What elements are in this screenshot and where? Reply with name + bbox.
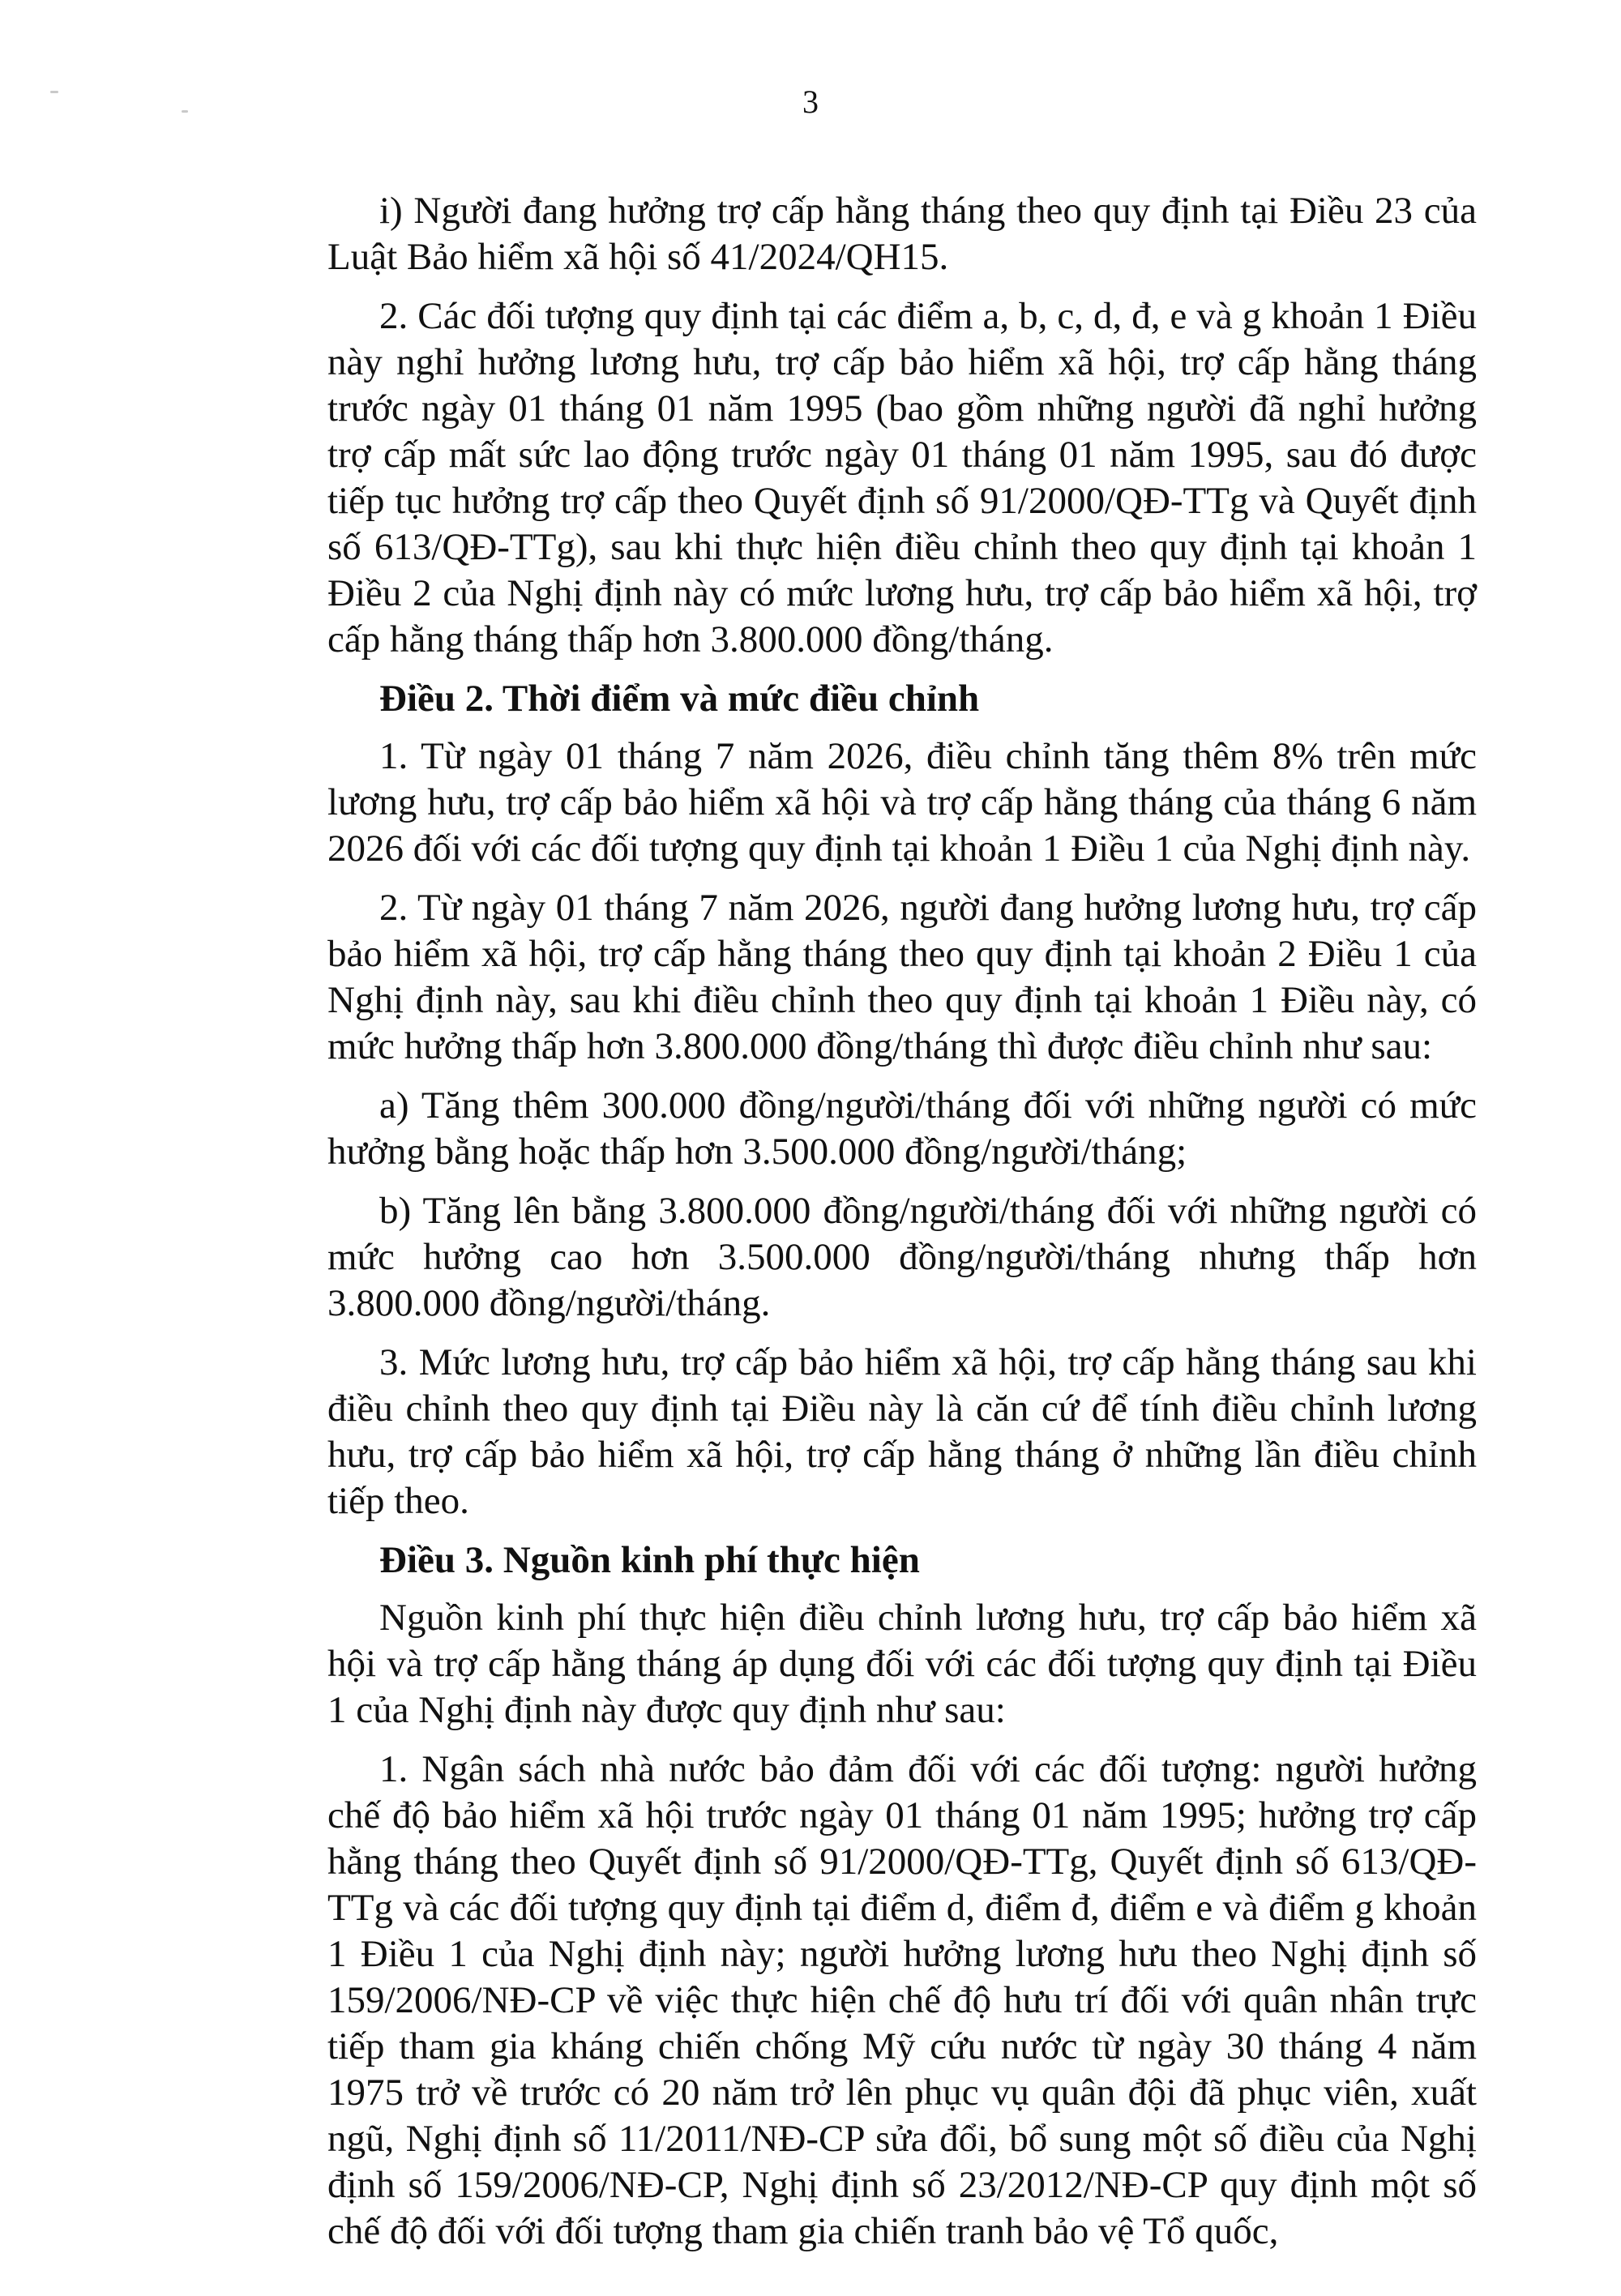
paragraph: 1. Ngân sách nhà nước bảo đảm đối với các đối tượng: người hưởng chế độ bảo hiểm xã hội trước ngày 01 tháng 01 năm 1995; hưởng trợ cấp hằng tháng theo Quyết định số 91/2000/QĐ-TTg, Quyết định số 613/QĐ-TTg và các đối tượng quy định tại điểm d, điểm đ, điểm e và điểm g khoản 1 Điều 1 của Nghị định này; người hưởng lương hưu theo Nghị định số 159/2006/NĐ-CP về việc thực hiện chế độ hưu trí đối với quân nhân trực tiếp tham gia kháng chiến chống Mỹ cứu nước từ ngày 30 tháng 4 năm 1975 trở về trước có 20 năm trở lên phục vụ quân đội đã phục viên, xuất ngũ, Nghị định số 11/2011/NĐ-CP sửa đổi, bổ sung một số điều của Nghị định số 159/2006/NĐ-CP, Nghị định số 23/2012/NĐ-CP quy định một số chế độ đối với đối tượng tham gia chiến tranh bảo vệ Tổ quốc,	[327, 1748, 1477, 2252]
paragraph: a) Tăng thêm 300.000 đồng/người/tháng đối với những người có mức hưởng bằng hoặc thấp hơn 3.500.000 đồng/người/tháng;	[327, 1084, 1477, 1173]
article-heading: Điều 3. Nguồn kinh phí thực hiện	[379, 1539, 920, 1581]
paragraph: Nguồn kinh phí thực hiện điều chỉnh lương hưu, trợ cấp bảo hiểm xã hội và trợ cấp hằng tháng áp dụng đối với các đối tượng quy định tại Điều 1 của Nghị định này được quy định như sau:	[327, 1597, 1477, 1731]
paragraph: 3. Mức lương hưu, trợ cấp bảo hiểm xã hội, trợ cấp hằng tháng sau khi điều chỉnh theo quy định tại Điều này là căn cứ để tính điều chỉnh lương hưu, trợ cấp bảo hiểm xã hội, trợ cấp hằng tháng ở những lần điều chỉnh tiếp theo.	[327, 1341, 1477, 1522]
paragraph: b) Tăng lên bằng 3.800.000 đồng/người/tháng đối với những người có mức hưởng cao hơn 3.500.000 đồng/người/tháng nhưng thấp hơn 3.800.000 đồng/người/tháng.	[327, 1190, 1477, 1324]
paragraph: 2. Từ ngày 01 tháng 7 năm 2026, người đang hưởng lương hưu, trợ cấp bảo hiểm xã hội, trợ cấp hằng tháng theo quy định tại khoản 2 Điều 1 của Nghị định này, sau khi điều chỉnh theo quy định tại khoản 1 Điều này, có mức hưởng thấp hơn 3.800.000 đồng/tháng thì được điều chỉnh như sau:	[327, 887, 1477, 1067]
paragraph: 2. Các đối tượng quy định tại các điểm a, b, c, d, đ, e và g khoản 1 Điều này nghỉ hưởng lương hưu, trợ cấp bảo hiểm xã hội, trợ cấp hằng tháng trước ngày 01 tháng 01 năm 1995 (bao gồm những người đã nghỉ hưởng trợ cấp mất sức lao động trước ngày 01 tháng 01 năm 1995, sau đó được tiếp tục hưởng trợ cấp theo Quyết định số 91/2000/QĐ-TTg và Quyết định số 613/QĐ-TTg), sau khi thực hiện điều chỉnh theo quy định tại khoản 1 Điều 2 của Nghị định này có mức lương hưu, trợ cấp bảo hiểm xã hội, trợ cấp hằng tháng thấp hơn 3.800.000 đồng/tháng.	[327, 295, 1477, 661]
page-number: 3	[802, 83, 819, 120]
paragraph: i) Người đang hưởng trợ cấp hằng tháng theo quy định tại Điều 23 của Luật Bảo hiểm xã hội số 41/2024/QH15.	[327, 190, 1477, 278]
paragraph: 1. Từ ngày 01 tháng 7 năm 2026, điều chỉnh tăng thêm 8% trên mức lương hưu, trợ cấp bảo hiểm xã hội và trợ cấp hằng tháng của tháng 6 năm 2026 đối với các đối tượng quy định tại khoản 1 Điều 1 của Nghị định này.	[327, 735, 1477, 870]
article-heading: Điều 2. Thời điểm và mức điều chỉnh	[379, 678, 980, 720]
document-body	[327, 188, 1477, 2268]
